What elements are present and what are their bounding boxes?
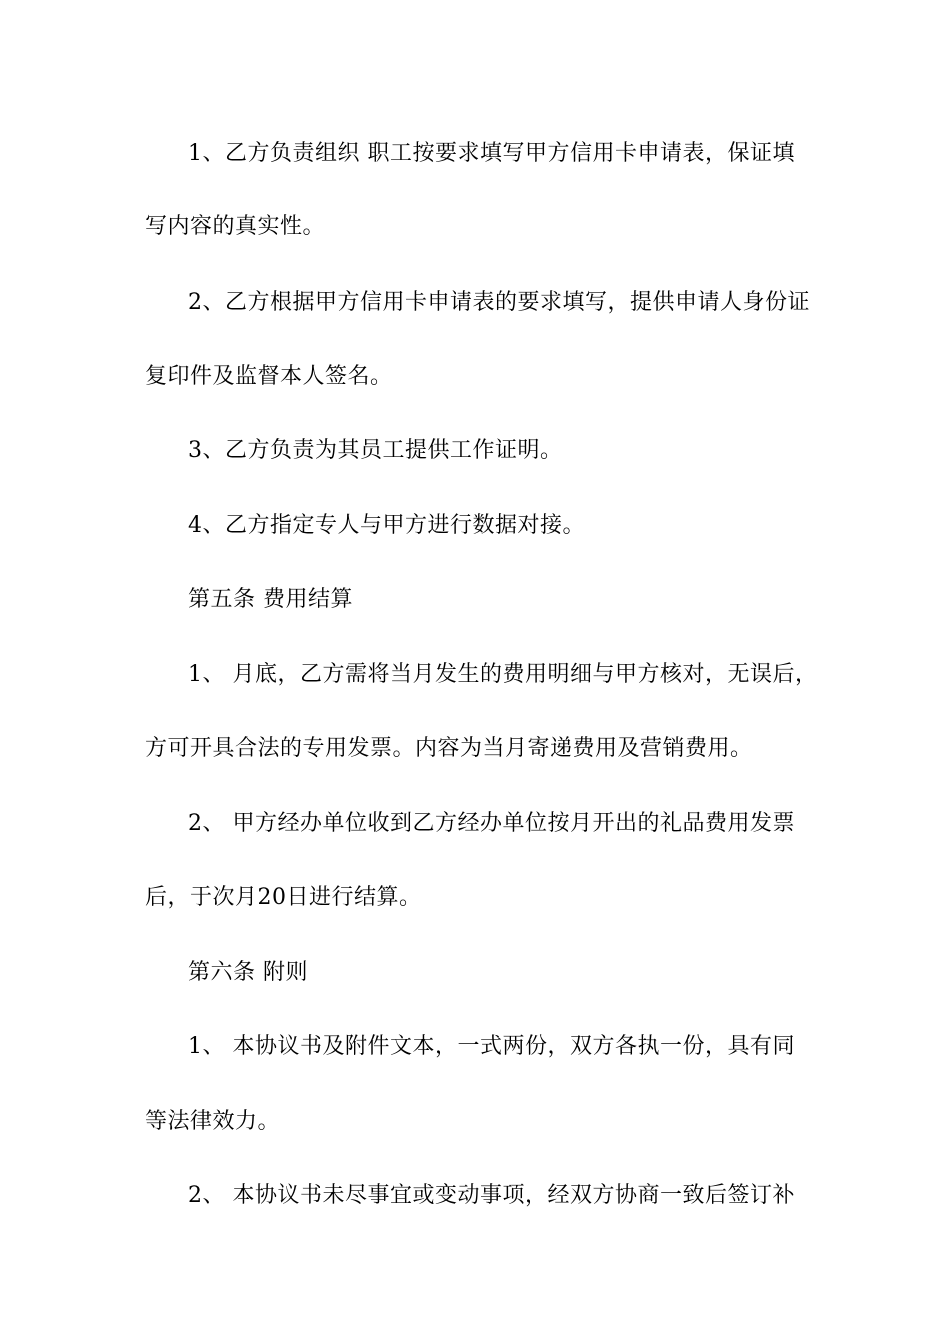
clause-5-item-2-line-1: 2、 甲方经办单位收到乙方经办单位按月开出的礼品费用发票 [188,811,795,836]
clause-4-item-3: 3、乙方负责为其员工提供工作证明。 [188,438,563,463]
clause-4-item-1-line-2: 写内容的真实性。 [145,214,326,239]
clause-5-heading: 第五条 费用结算 [188,587,353,612]
clause-5-item-1-line-1: 1、 月底，乙方需将当月发生的费用明细与甲方核对，无误后， [188,662,818,687]
clause-6-item-1-line-2: 等法律效力。 [145,1109,281,1134]
clause-4-item-1-line-1: 1、乙方负责组织 职工按要求填写甲方信用卡申请表，保证填 [188,141,795,166]
clause-4-item-2-line-2: 复印件及监督本人签名。 [145,364,393,389]
clause-6-item-1-line-1: 1、 本协议书及附件文本，一式两份，双方各执一份，具有同 [188,1034,795,1059]
clause-4-item-2-line-1: 2、乙方根据甲方信用卡申请表的要求填写，提供申请人身份证 [188,290,810,315]
clause-6-heading: 第六条 附则 [188,960,308,985]
clause-5-item-2-line-2: 后，于次月20日进行结算。 [145,885,422,910]
clause-5-item-1-line-2: 方可开具合法的专用发票。内容为当月寄递费用及营销费用。 [145,736,753,761]
clause-4-item-4: 4、乙方指定专人与甲方进行数据对接。 [188,513,585,538]
clause-6-item-2-line-1: 2、 本协议书未尽事宜或变动事项，经双方协商一致后签订补 [188,1183,795,1208]
